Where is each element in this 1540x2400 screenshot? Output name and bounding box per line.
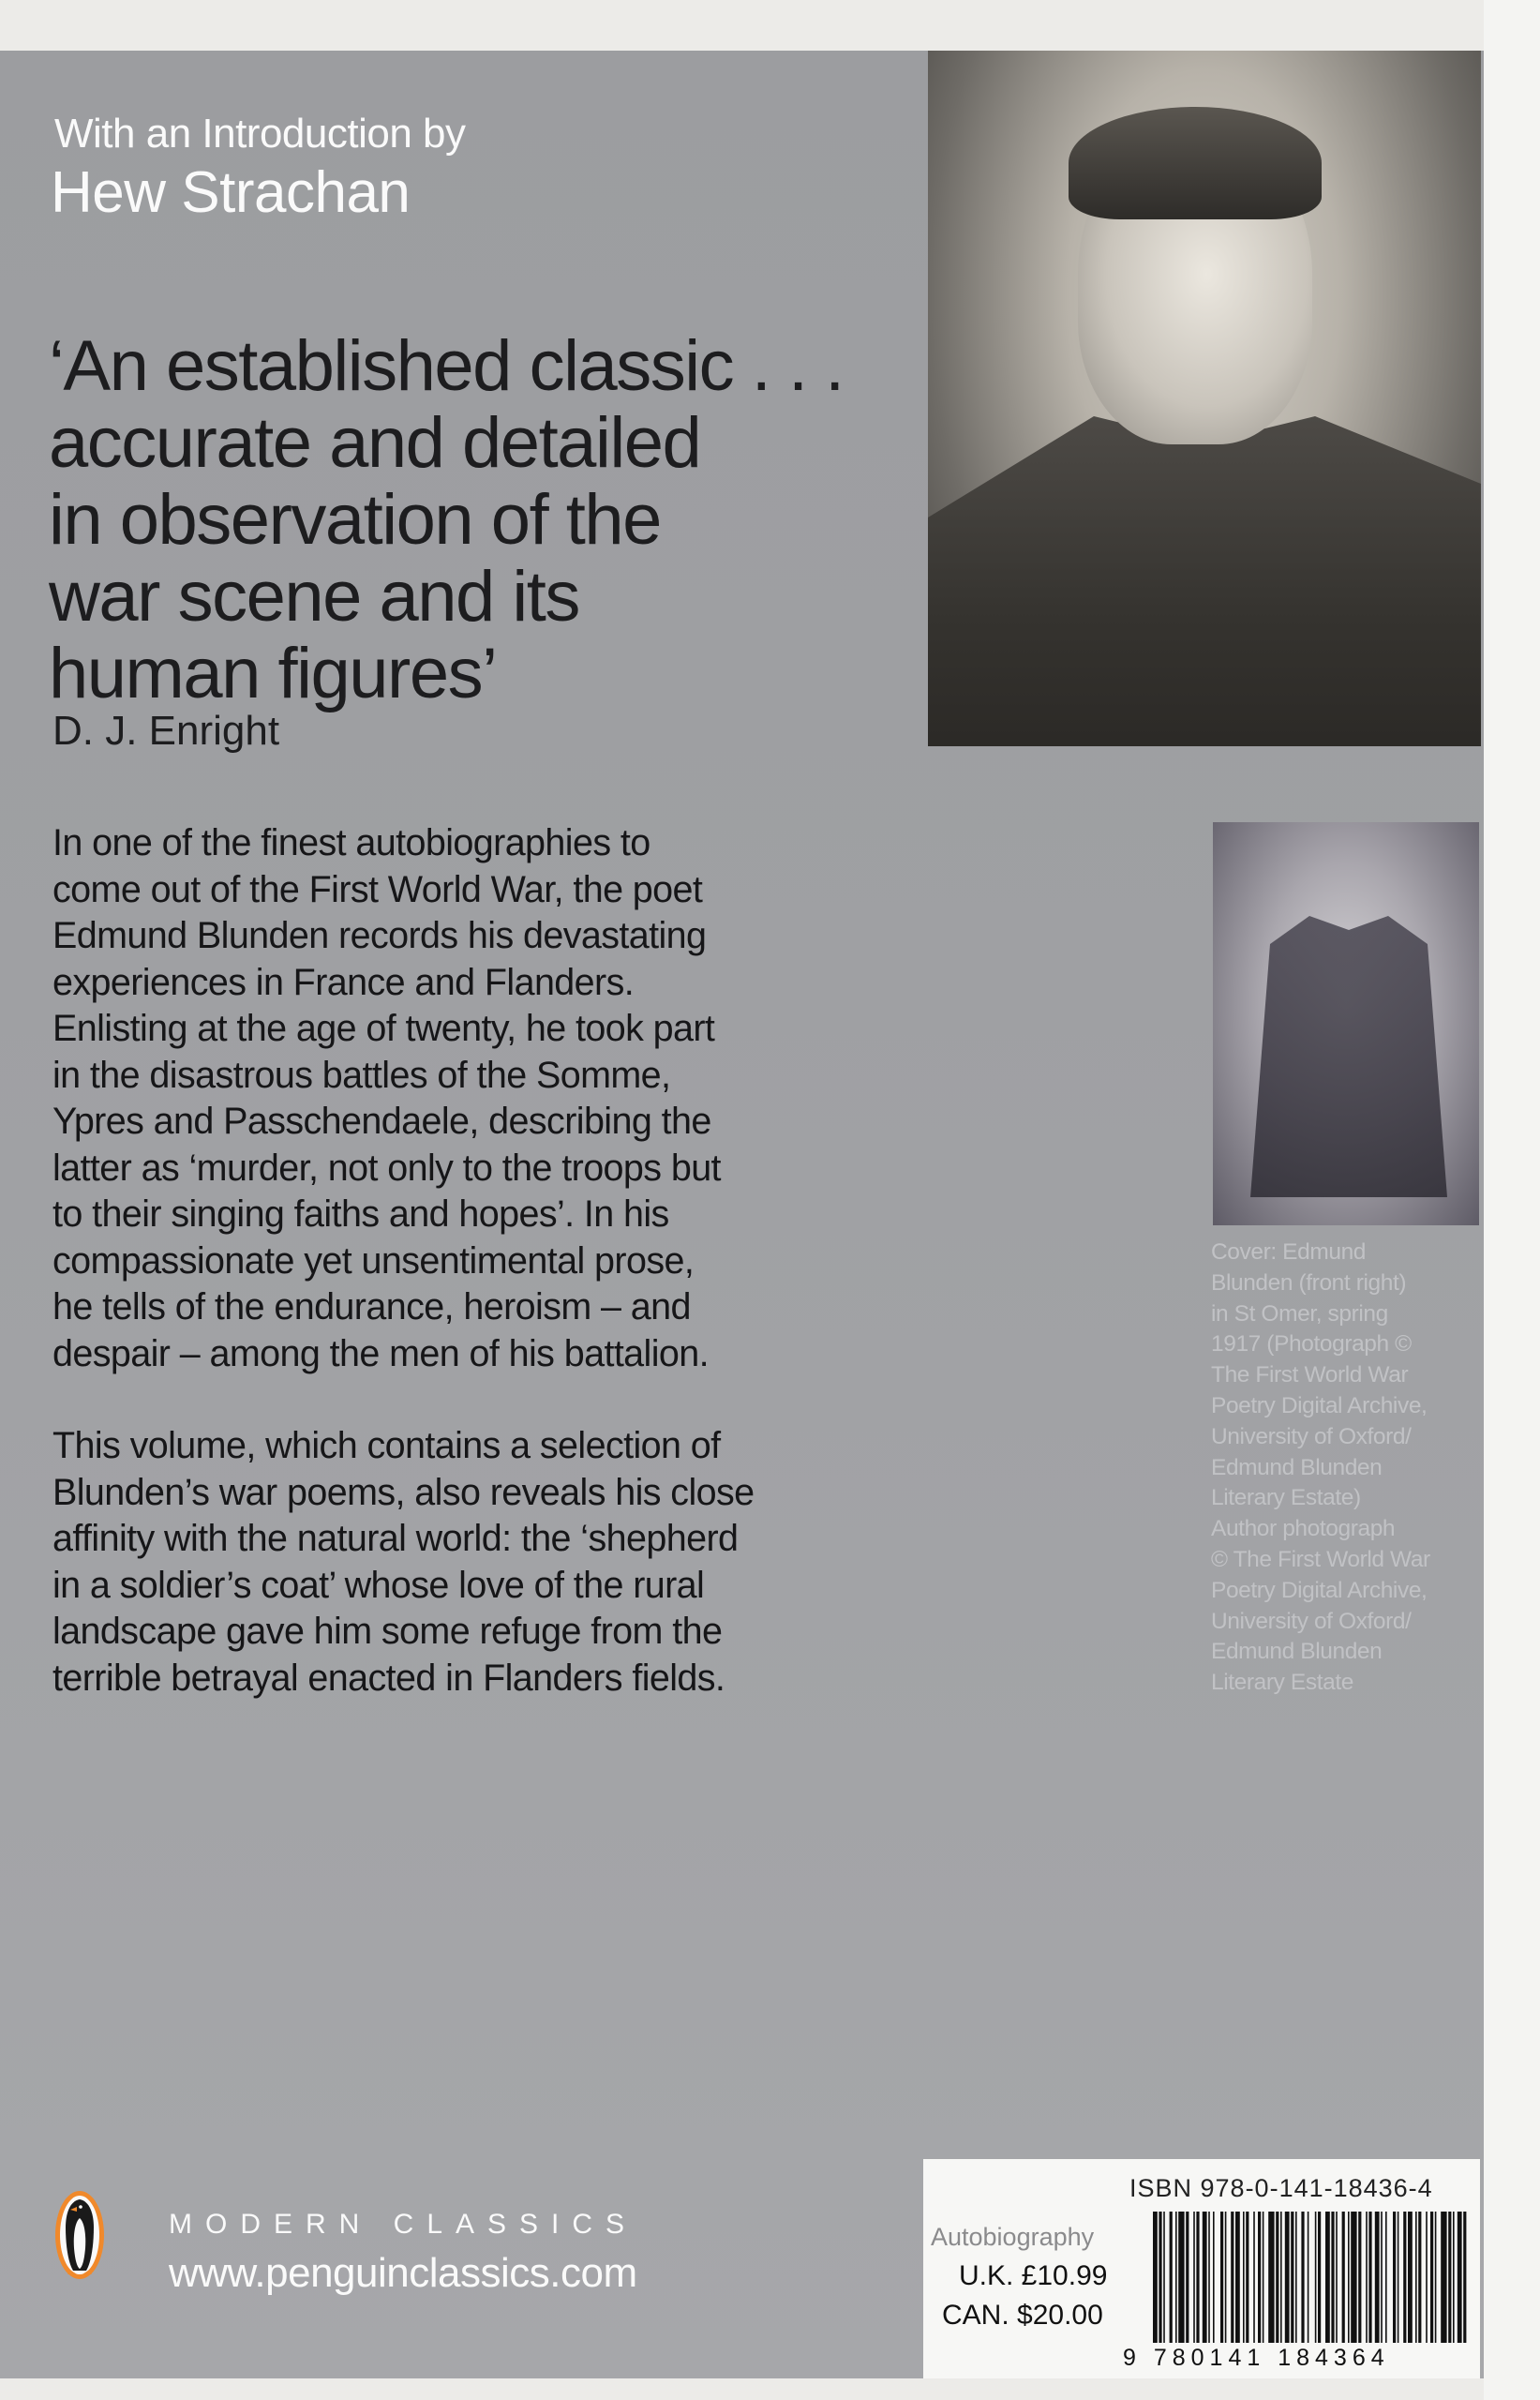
barcode-stripe bbox=[1175, 2212, 1177, 2343]
blurb-line: in a soldier’s coat’ whose love of the rural bbox=[52, 1564, 705, 1606]
portrait-uniform bbox=[928, 416, 1481, 746]
blurb-line: experiences in France and Flanders. bbox=[52, 961, 635, 1003]
publisher-website[interactable]: www.penguinclassics.com bbox=[169, 2250, 637, 2296]
barcode-stripe bbox=[1170, 2212, 1173, 2343]
barcode-stripe bbox=[1295, 2212, 1297, 2343]
barcode-stripe bbox=[1415, 2212, 1417, 2343]
blurb-line: Ypres and Passchendaele, describing the bbox=[52, 1101, 711, 1142]
barcode-stripe bbox=[1331, 2212, 1334, 2343]
credit-line: Edmund Blunden bbox=[1211, 1454, 1383, 1480]
book-category: Autobiography bbox=[931, 2223, 1095, 2251]
credit-line: Literary Estate) bbox=[1211, 1485, 1361, 1511]
quote-line: in observation of the bbox=[49, 480, 661, 560]
barcode-stripe bbox=[1348, 2212, 1350, 2343]
intro-author: Hew Strachan bbox=[51, 160, 411, 225]
blurb-line: come out of the First World War, the poet bbox=[52, 868, 703, 910]
pull-quote bbox=[49, 328, 911, 712]
barcode-stripe bbox=[1358, 2212, 1361, 2343]
barcode-stripe bbox=[1291, 2212, 1293, 2343]
quote-line: ‘An established classic . . . bbox=[49, 326, 844, 406]
credit-line: Author photograph bbox=[1211, 1516, 1396, 1542]
penguin-icon bbox=[54, 2190, 105, 2280]
blurb-line: terrible betrayal enacted in Flanders fields. bbox=[52, 1657, 725, 1699]
barcode-stripe bbox=[1418, 2212, 1421, 2343]
credit-line: The First World War bbox=[1211, 1362, 1409, 1388]
barcode-stripe bbox=[1280, 2212, 1282, 2343]
blurb-line: Enlisting at the age of twenty, he took part bbox=[52, 1008, 715, 1049]
barcode-stripe bbox=[1153, 2212, 1158, 2343]
intro-label: With an Introduction by bbox=[54, 111, 466, 157]
barcode-stripe bbox=[1213, 2212, 1215, 2343]
portrait-hair bbox=[1069, 107, 1322, 219]
barcode-stripe bbox=[1453, 2212, 1455, 2343]
series-name: MODERN CLASSICS bbox=[169, 2209, 638, 2240]
blurb-line: In one of the finest autobiographies to bbox=[52, 822, 650, 863]
credit-line: Cover: Edmund bbox=[1211, 1239, 1367, 1265]
barcode-stripe bbox=[1381, 2212, 1383, 2343]
quote-line: human figures’ bbox=[49, 634, 497, 713]
barcode-stripe bbox=[1159, 2212, 1161, 2343]
barcode-stripe bbox=[1430, 2212, 1433, 2343]
barcode-stripe bbox=[1318, 2212, 1321, 2343]
credit-line: Blunden (front right) bbox=[1211, 1269, 1407, 1296]
credit-line: University of Oxford/ bbox=[1211, 1608, 1412, 1634]
barcode-stripe bbox=[1375, 2212, 1380, 2343]
quote-attribution: D. J. Enright bbox=[52, 708, 280, 754]
barcode-stripe bbox=[1336, 2212, 1338, 2343]
price-can: CAN. $20.00 bbox=[942, 2300, 1103, 2331]
group-photo-figures bbox=[1250, 916, 1447, 1197]
author-portrait-photo bbox=[928, 51, 1481, 746]
price-uk: U.K. £10.99 bbox=[959, 2260, 1108, 2291]
blurb-line: Blunden’s war poems, also reveals his close bbox=[52, 1471, 755, 1513]
barcode-stripe bbox=[1315, 2212, 1317, 2343]
credit-line: University of Oxford/ bbox=[1211, 1423, 1412, 1449]
barcode-stripe bbox=[1403, 2212, 1406, 2343]
group-photo bbox=[1213, 822, 1479, 1225]
barcode-stripe bbox=[1448, 2212, 1451, 2343]
blurb-line: he tells of the endurance, heroism – and bbox=[52, 1286, 691, 1328]
blurb-line: landscape gave him some refuge from the bbox=[52, 1611, 723, 1652]
blurb-line: affinity with the natural world: the ‘shepherd bbox=[52, 1518, 739, 1559]
barcode-stripe bbox=[1441, 2212, 1446, 2343]
barcode-stripe bbox=[1276, 2212, 1278, 2343]
barcode-stripe bbox=[1368, 2212, 1371, 2343]
barcode-stripe bbox=[1408, 2212, 1413, 2343]
barcode-stripe bbox=[1196, 2212, 1199, 2343]
barcode-bars bbox=[1151, 2212, 1470, 2343]
credit-line: Literary Estate bbox=[1211, 1670, 1353, 1696]
barcode-stripe bbox=[1458, 2212, 1462, 2343]
blurb-line: in the disastrous battles of the Somme, bbox=[52, 1054, 671, 1096]
barcode-stripe bbox=[1325, 2212, 1330, 2343]
barcode-stripe bbox=[1268, 2212, 1274, 2343]
blurb-line: Edmund Blunden records his devastating bbox=[52, 915, 707, 956]
credit-line: 1917 (Photograph © bbox=[1211, 1331, 1412, 1358]
barcode-stripe bbox=[1243, 2212, 1245, 2343]
credit-line: Edmund Blunden bbox=[1211, 1639, 1383, 1665]
quote-line: war scene and its bbox=[49, 557, 579, 637]
barcode-stripe bbox=[1231, 2212, 1233, 2343]
barcode-stripe bbox=[1220, 2212, 1223, 2343]
barcode-stripe bbox=[1393, 2212, 1396, 2343]
barcode-stripe bbox=[1178, 2212, 1184, 2343]
barcode-panel bbox=[923, 2159, 1480, 2378]
barcode-stripe bbox=[1208, 2212, 1210, 2343]
barcode-stripe bbox=[1253, 2212, 1255, 2343]
blurb-paragraph-2 bbox=[52, 1423, 896, 1702]
credit-line: © The First World War bbox=[1211, 1546, 1430, 1572]
blurb-line: despair – among the men of his battalion. bbox=[52, 1332, 710, 1374]
blurb-paragraph-1 bbox=[52, 820, 896, 1377]
barcode-stripe bbox=[1263, 2212, 1264, 2343]
credit-line: in St Omer, spring bbox=[1211, 1300, 1388, 1327]
barcode-stripe bbox=[1463, 2212, 1466, 2343]
barcode-number: 9 780141 184364 bbox=[1123, 2345, 1390, 2371]
photo-credits bbox=[1211, 1238, 1483, 1699]
barcode-stripe bbox=[1163, 2212, 1165, 2343]
barcode-stripe bbox=[1225, 2212, 1227, 2343]
blurb-line: to their singing faiths and hopes’. In his bbox=[52, 1193, 669, 1235]
barcode-stripe bbox=[1426, 2212, 1428, 2343]
barcode-stripe bbox=[1435, 2212, 1437, 2343]
isbn: ISBN 978-0-141-18436-4 bbox=[1129, 2174, 1433, 2202]
barcode-stripe bbox=[1235, 2212, 1240, 2343]
barcode-stripe bbox=[1351, 2212, 1356, 2343]
blurb-line: latter as ‘murder, not only to the troops but bbox=[52, 1147, 721, 1189]
barcode-stripe bbox=[1366, 2212, 1368, 2343]
barcode-stripe bbox=[1308, 2212, 1309, 2343]
barcode-stripe bbox=[1342, 2212, 1345, 2343]
barcode-stripe bbox=[1203, 2212, 1207, 2343]
barcode-stripe bbox=[1193, 2212, 1195, 2343]
barcode-stripe bbox=[1398, 2212, 1399, 2343]
blurb-line: This volume, which contains a selection of bbox=[52, 1425, 721, 1466]
credit-line: Poetry Digital Archive, bbox=[1211, 1392, 1428, 1418]
credit-line: Poetry Digital Archive, bbox=[1211, 1577, 1428, 1603]
quote-line: accurate and detailed bbox=[49, 403, 701, 483]
barcode-stripe bbox=[1246, 2212, 1248, 2343]
barcode-stripe bbox=[1186, 2212, 1189, 2343]
barcode-stripe bbox=[1301, 2212, 1304, 2343]
barcode-stripe bbox=[1258, 2212, 1261, 2343]
page-edge bbox=[1484, 0, 1540, 2400]
blurb-line: compassionate yet unsentimental prose, bbox=[52, 1239, 695, 1282]
barcode-stripe bbox=[1285, 2212, 1290, 2343]
barcode-stripe bbox=[1385, 2212, 1387, 2343]
